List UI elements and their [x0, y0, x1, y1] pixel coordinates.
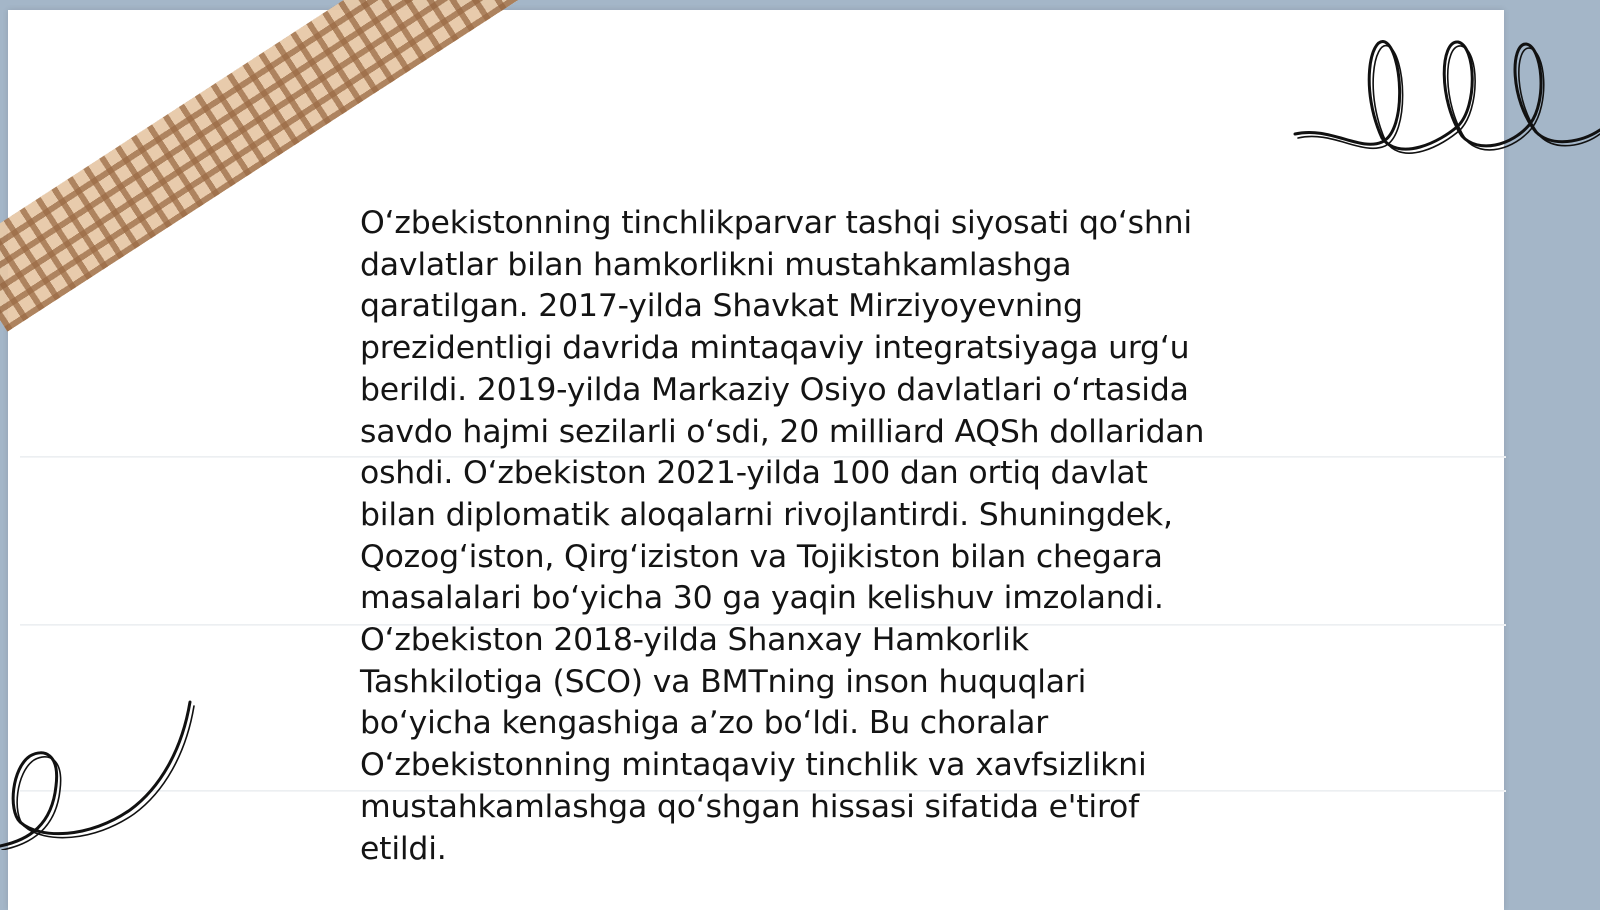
slide-body-text: O‘zbekistonning tinchlikparvar tashqi siyosati qo‘shni davlatlar bilan hamkorlikni mustahkamlashga qaratilgan. 2017-yilda Shavkat Mirziyoyevning prezidentligi davrida mintaqaviy integratsiyaga urg‘u berildi. 2019-yilda Markaziy Osiyo davlatlari o‘rtasida savdo hajmi sezilarli o‘sdi, 20 milliard AQSh dollaridan oshdi. O‘zbekiston 2021-yilda 100 dan ortiq davlat bilan diplomatik aloqalarni rivojlantirdi. Shuningdek, Qozog‘iston, Qirg‘iziston va Tojikiston bilan chegara masalalari bo‘yicha 30 ga yaqin kelishuv imzolandi. O‘zbekiston 2018-yilda Shanxay Hamkorlik Tashkilotiga (SCO) va BMTning inson huquqlari bo‘yicha kengashiga a’zo bo‘ldi. Bu choralar O‘zbekistonning mintaqaviy tinchlik va xavfsizlikni mustahkamlashga qo‘shgan hissasi sifatida e'tirof etildi. — [360, 205, 1205, 867]
bottom-left-squiggle-icon — [0, 690, 200, 850]
top-right-squiggle-icon — [1290, 30, 1600, 170]
